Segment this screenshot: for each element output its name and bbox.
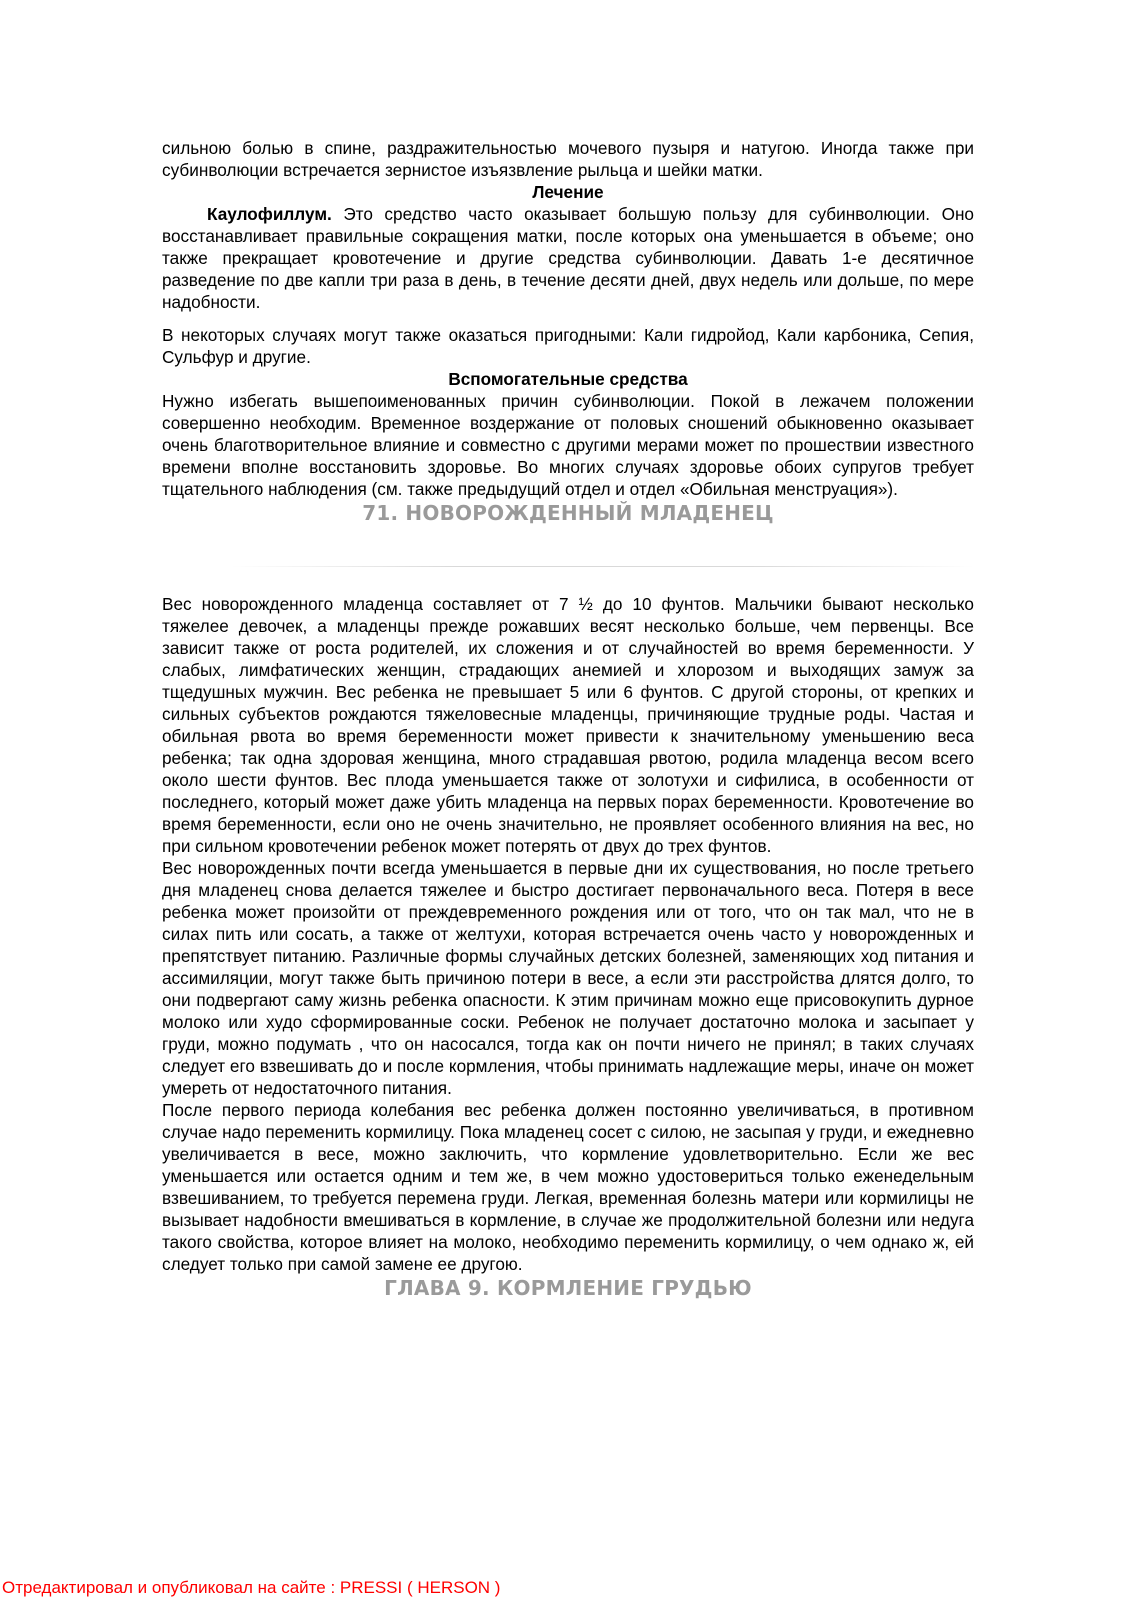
divider-spacer-bottom	[162, 567, 974, 593]
remedy-paragraph	[162, 203, 974, 313]
section-71-paragraph-3: После первого периода колебания вес ребенка должен постоянно увеличиваться, в противном случае надо переменить кормилицу. Пока младенец сосет с силою, не засыпая у груди, и ежедневно увеличивается в весе, можно заключить, что кормление удовлетворительно. Если же вес уменьшается или остается одним и тем же, в чем можно удостовериться только еженедельным взвешиванием, то требуется перемена груди. Легкая, временная болезнь матери или кормилицы не вызывает надобности вмешиваться в кормление, в случае же продолжительной болезни или недуга такого свойства, которое влияет на молоко, необходимо переменить кормилицу, о чем однако ж, ей следует только при самой замене ее другою.	[162, 1100, 974, 1274]
section-71-paragraph-2: Вес новорожденных почти всегда уменьшается в первые дни их существования, но после третьего дня младенец снова делается тяжелее и быстро достигает первоначального веса. Потеря в весе ребенка может произойти от преждевременного рождения или от того, что он так мал, что не в силах пить или сосать, а также от желтухи, которая встречается очень часто у новорожденных и препятствует питанию. Различные формы случайных детских болезней, заменяющих ход питания и ассимиляции, могут также быть причиною потери в весе, а если эти расстройства длятся долго, то они подвергают саму жизнь ребенка опасности. К этим причинам можно еще присовокупить дурное молоко или худо сформированные соски. Ребенок не получает достаточно молока и засыпает у груди, можно подумать , что он насосался, тогда как он почти ничего не принял; в таких случаях следует его взвешивать до и после кормления, чтобы принимать надлежащие меры, иначе он может умереть от недостаточного питания.	[162, 858, 974, 1098]
treatment-heading: Лечение	[532, 182, 604, 202]
document-page	[162, 137, 974, 1301]
remedy-name: Каулофиллум.	[207, 204, 332, 224]
auxiliary-heading: Вспомогательные средства	[448, 369, 688, 389]
other-remedies-paragraph: В некоторых случаях могут также оказаться пригодными: Кали гидройод, Кали карбоника, Сепия, Сульфур и другие.	[162, 325, 974, 367]
divider-spacer-top	[162, 526, 974, 566]
section-71-title: 71. НОВОРОЖДЕННЫЙ МЛАДЕНЕЦ	[362, 501, 774, 525]
remedy-text: Это средство часто оказывает большую пользу для субинволюции. Оно восстанавливает правильные сокращения матки, после которых она уменьшается в объеме; оно также прекращает кровотечение и другие средства субинволюции. Давать 1-е десятичное разведение по две капли три раза в день, в течение десяти дней, двух недель или дольше, по мере надобности.	[162, 204, 974, 312]
auxiliary-paragraph: Нужно избегать вышепоименованных причин субинволюции. Покой в лежачем положении совершенно необходим. Временное воздержание от половых сношений обыкновенно оказывает очень благотворительное влияние и совместно с другими мерами может по прошествии известного времени вполне восстановить здоровье. Во многих случаях здоровье обоих супругов требует тщательного наблюдения (см. также предыдущий отдел и отдел «Обильная менструация»).	[162, 391, 974, 499]
chapter-9-title: ГЛАВА 9. КОРМЛЕНИЕ ГРУДЬЮ	[384, 1276, 752, 1300]
intro-paragraph: сильною болью в спине, раздражительностью мочевого пузыря и натугою. Иногда также при субинволюции встречается зернистое изъязвление рыльца и шейки матки.	[162, 138, 974, 180]
footer-credit: Отредактировал и опубликовал на сайте : PRESSI ( HERSON )	[2, 1578, 501, 1597]
section-71-paragraph-1: Вес новорожденного младенца составляет от 7 ½ до 10 фунтов. Мальчики бывают несколько тяжелее девочек, а младенцы прежде рожавших весят несколько больше, чем первенцы. Все зависит также от роста родителей, их сложения и от случайностей во время беременности. У слабых, лимфатических женщин, страдающих анемией и хлорозом и выходящих замуж за тщедушных мужчин. Вес ребенка не превышает 5 или 6 фунтов. С другой стороны, от крепких и сильных субъектов рождаются тяжеловесные младенцы, причиняющие трудные роды. Частая и обильная рвота во время беременности может привести к значительному уменьшению веса ребенка; так одна здоровая женщина, много страдавшая рвотою, родила младенца весом всего около шести фунтов. Вес плода уменьшается также от золотухи и сифилиса, в особенности от последнего, который может даже убить младенца на первых порах беременности. Кровотечение во время беременности, если оно не очень значительно, не проявляет особенного влияния на вес, но при сильном кровотечении ребенок может потерять от двух до трех фунтов.	[162, 594, 974, 856]
paragraph-gap	[162, 313, 974, 324]
